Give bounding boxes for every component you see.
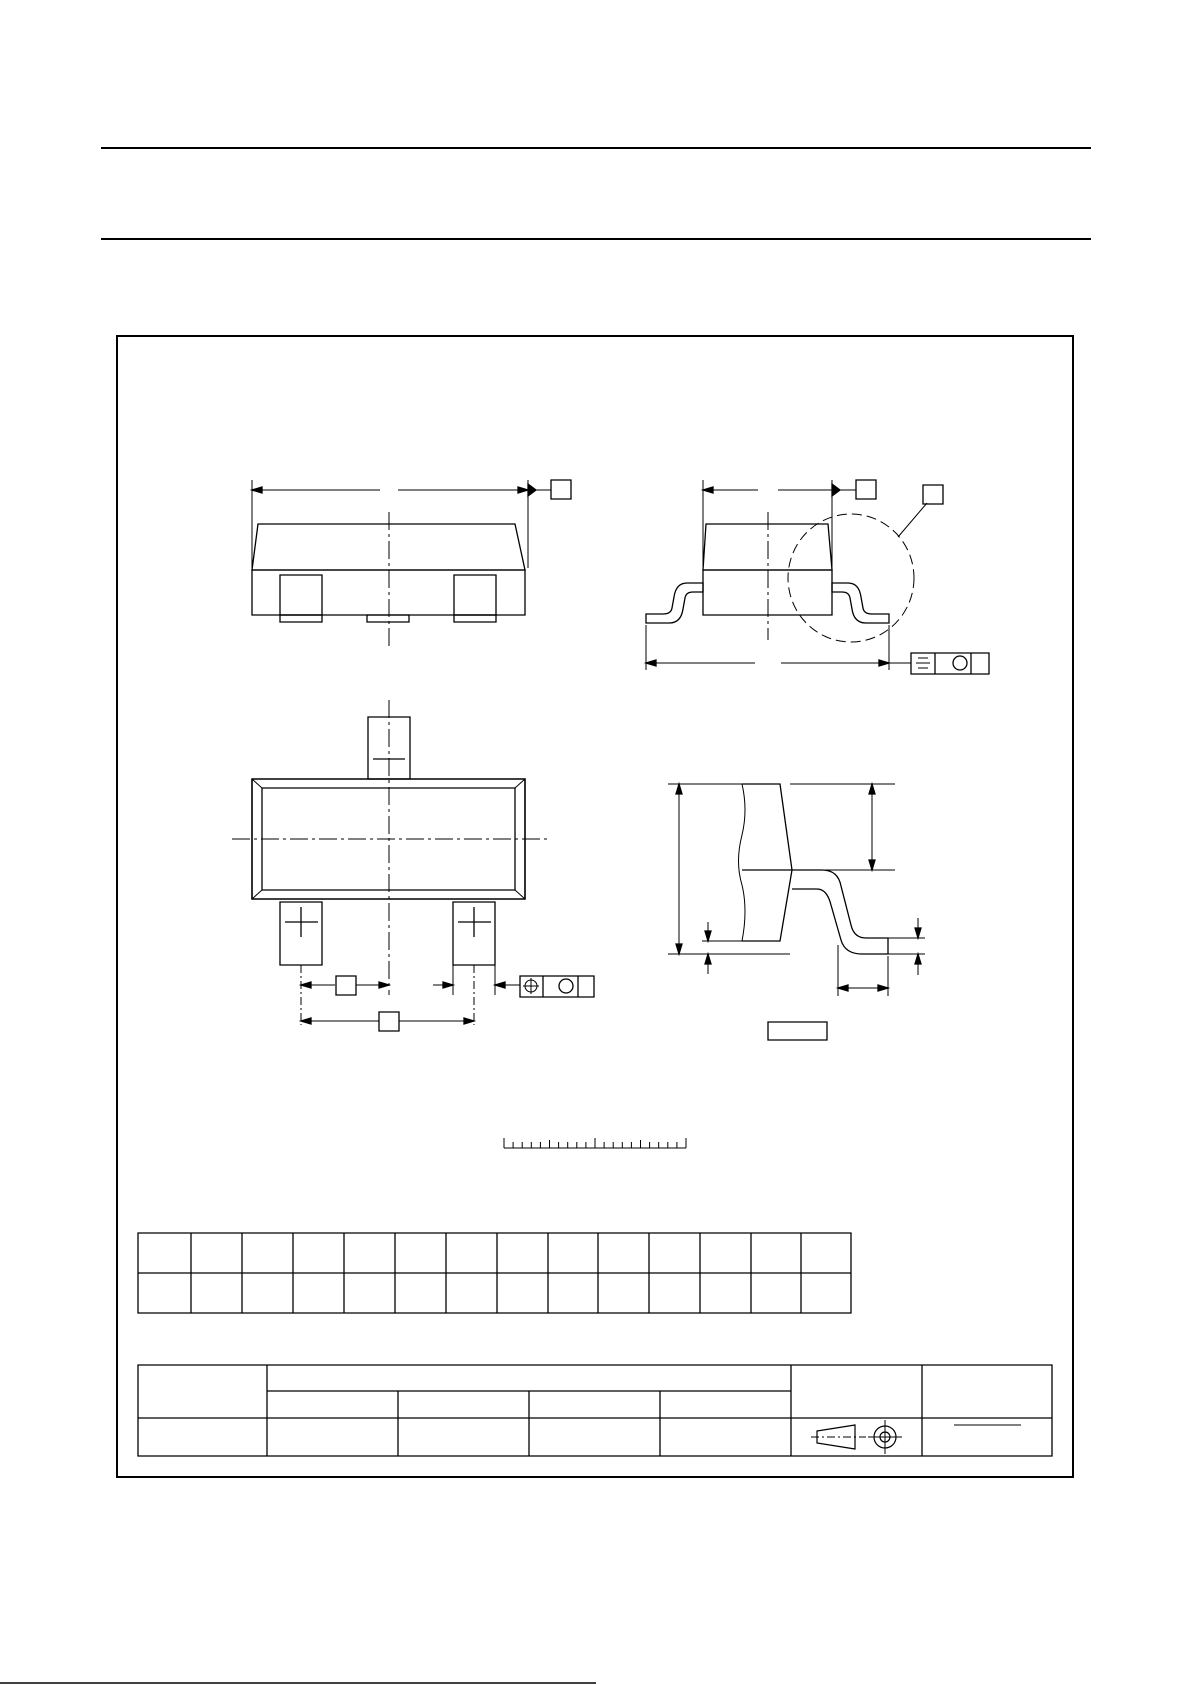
top-view-chamfer-tr xyxy=(515,779,525,788)
side-view-lead-left xyxy=(646,583,703,623)
lead-detail-view xyxy=(668,784,925,1040)
lead-detail-dim-total-arrow-bottom xyxy=(676,944,682,954)
top-view-pitch-total-arrow-left xyxy=(301,1018,311,1024)
lead-detail-lead xyxy=(792,870,888,954)
top-view xyxy=(232,700,594,1031)
scale-bar-ticks xyxy=(504,1138,686,1148)
top-view-pitch-box xyxy=(336,976,356,995)
top-view-chamfer-tl xyxy=(252,779,262,788)
side-view-detail-leader xyxy=(898,503,927,537)
side-view-dim-arrow-left xyxy=(703,487,713,493)
lead-detail-caption-box xyxy=(768,1022,827,1040)
side-view-detail-box xyxy=(923,485,943,504)
side-view-len-arrow-right xyxy=(879,660,889,666)
side-view-detail-circle xyxy=(788,514,914,642)
flatness-control-frame xyxy=(911,653,989,674)
front-view-lead-left-foot xyxy=(280,615,322,622)
dimensions-table xyxy=(138,1233,851,1313)
lead-detail-lp-arrow-right xyxy=(878,985,888,991)
front-view-dim-arrow-right xyxy=(518,487,528,493)
side-view-datum-triangle xyxy=(832,484,840,496)
flatness-icon xyxy=(916,658,930,668)
lead-detail-dim-total-arrow-top xyxy=(676,784,682,794)
front-view-lead-right xyxy=(454,575,496,615)
position-control-frame xyxy=(520,976,594,997)
lead-detail-c-arrow-bottom xyxy=(915,954,921,964)
third-angle-projection-icon xyxy=(811,1420,902,1454)
top-view-chamfer-br xyxy=(515,890,525,899)
lead-detail-c-arrow-top xyxy=(915,928,921,938)
front-view-lead-mid-foot xyxy=(367,615,409,622)
top-view-pitch-arrow-right xyxy=(379,982,389,988)
front-view-dim-arrow-left xyxy=(252,487,262,493)
lead-detail-standoff-arrow-top xyxy=(705,931,711,941)
top-view-bp-right-arrow xyxy=(495,982,505,988)
top-view-pitch-total-arrow-right xyxy=(464,1018,474,1024)
front-view-lead-left xyxy=(280,575,322,615)
position-icon xyxy=(523,978,539,994)
top-view-pitch-arrow-left xyxy=(301,982,311,988)
front-view-datum-triangle xyxy=(528,484,536,496)
front-view xyxy=(252,480,571,650)
lead-detail-dim-body-arrow-top xyxy=(869,784,875,794)
lead-detail-dim-body-arrow-bottom xyxy=(869,860,875,870)
front-view-lead-right-foot xyxy=(454,615,496,622)
title-block xyxy=(138,1365,1052,1456)
lead-detail-body xyxy=(742,784,792,941)
top-view-pitch-total-box xyxy=(379,1012,399,1031)
fcf-circle-icon xyxy=(559,979,573,993)
scale-bar xyxy=(504,1138,686,1148)
side-view-lead-right xyxy=(832,583,889,623)
drawing-frame xyxy=(117,336,1073,1477)
lead-detail-break xyxy=(739,784,746,941)
side-view-datum-box xyxy=(856,480,876,499)
side-view-len-arrow-left xyxy=(646,660,656,666)
lead-detail-standoff-arrow-bottom xyxy=(705,954,711,964)
title-block-frame xyxy=(138,1365,1052,1456)
fcf-circle-icon xyxy=(953,656,967,670)
lead-detail-lp-arrow-left xyxy=(838,985,848,991)
top-view-bp-left-arrow xyxy=(443,982,453,988)
front-view-datum-box xyxy=(551,480,571,499)
side-view xyxy=(646,480,989,674)
top-view-chamfer-bl xyxy=(252,890,262,899)
